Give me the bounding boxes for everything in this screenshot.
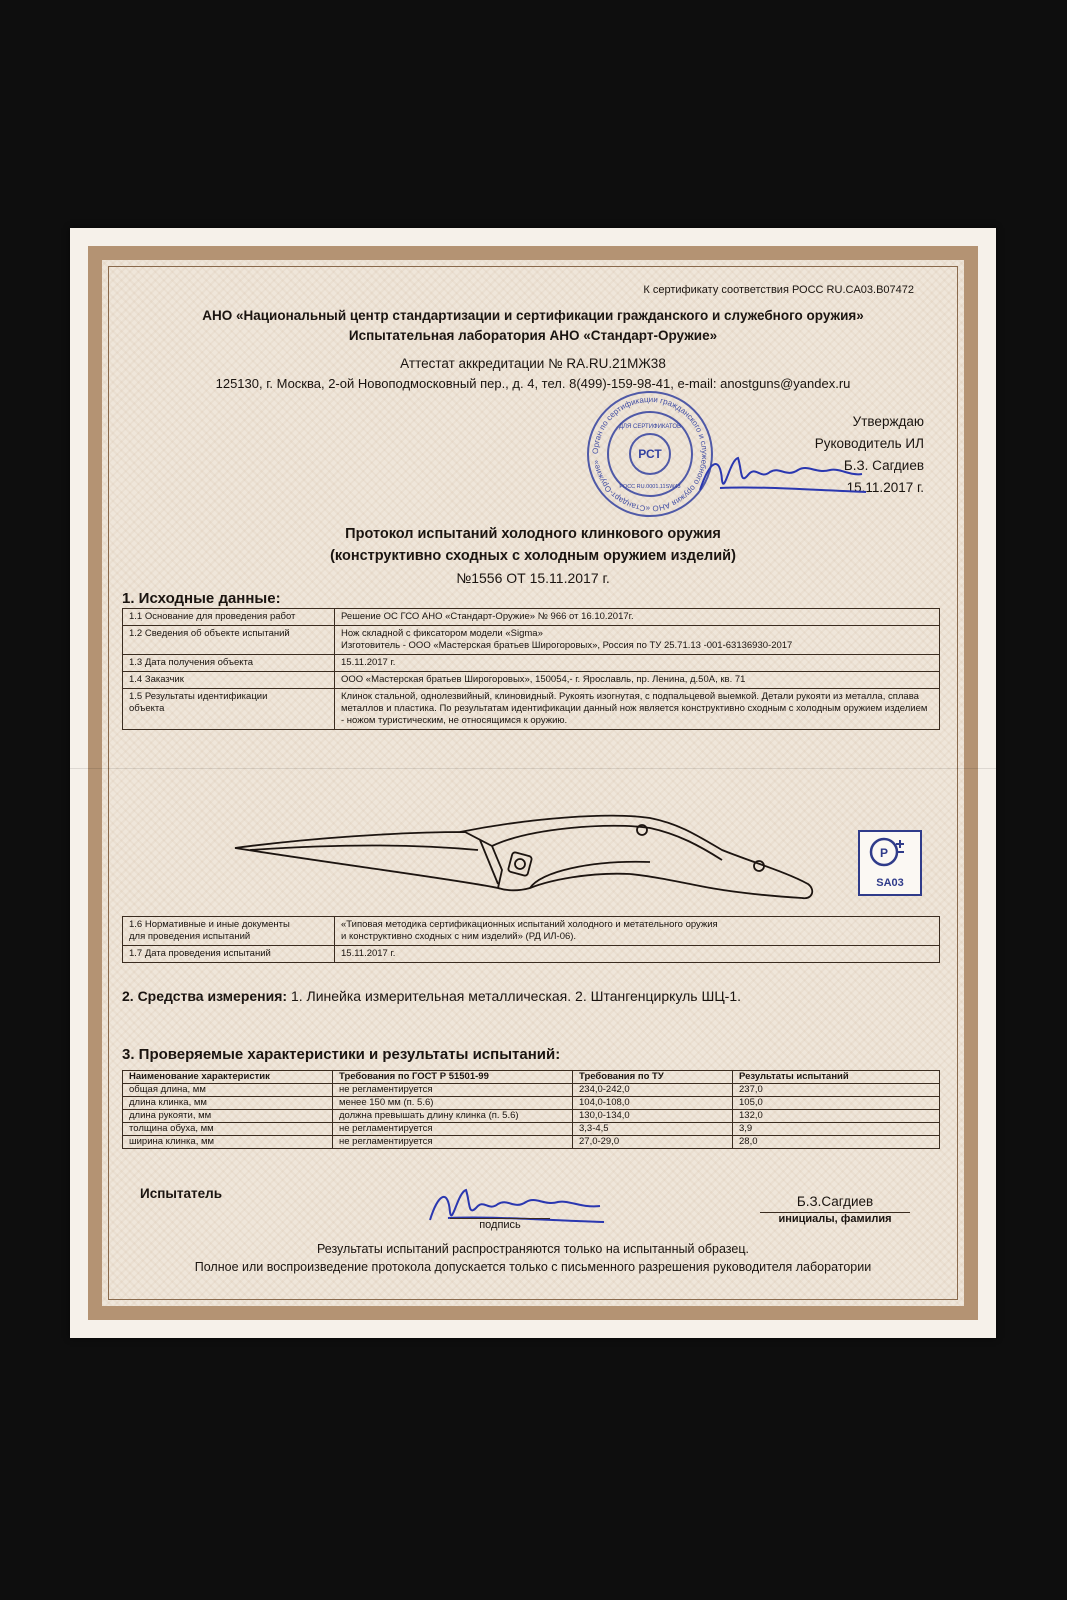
row-label: 1.3 Дата получения объекта <box>123 655 335 672</box>
approval-date: 15.11.2017 г. <box>846 480 924 495</box>
results-table <box>122 1070 940 1149</box>
table-row <box>123 689 940 730</box>
footer-note-2: Полное или воспроизведение протокола допускается только с письменного разрешения руководителя лаборатории <box>194 1260 872 1274</box>
table-row <box>123 1136 940 1149</box>
accreditation: Аттестат аккредитации № RA.RU.21МЖ38 <box>400 356 666 371</box>
table-row <box>123 609 940 626</box>
row-value: «Типовая методика сертификационных испытаний холодного и метательного оружия и конструктивно сходных с ним изделий» (РД ИЛ-06). <box>335 917 940 946</box>
row-value: 15.11.2017 г. <box>335 946 940 963</box>
table-cell: 105,0 <box>733 1097 940 1110</box>
approver-signature <box>690 440 870 510</box>
row-label: 1.7 Дата проведения испытаний <box>123 946 335 963</box>
stamp-inner-text: ДЛЯ СЕРТИФИКАТОВ <box>618 424 682 430</box>
decorative-border <box>88 246 978 1320</box>
row-label: 1.1 Основание для проведения работ <box>123 609 335 626</box>
table-row <box>123 1097 940 1110</box>
table-cell: длина рукояти, мм <box>123 1110 333 1123</box>
svg-text:Р: Р <box>879 846 889 860</box>
table-cell: толщина обуха, мм <box>123 1123 333 1136</box>
initial-data-table <box>122 608 940 730</box>
approver-name: Б.З. Сагдиев <box>843 458 924 473</box>
table-row <box>123 1110 940 1123</box>
certification-badge <box>858 830 922 896</box>
organization-name: АНО «Национальный центр стандартизации и сертификации гражданского и служебного оружия» <box>202 308 864 323</box>
column-header: Наименование характеристик <box>123 1071 333 1084</box>
stamp-outer-text: Орган по сертификации гражданского и служебного оружия АНО «Стандарт-Оружие» <box>590 394 710 514</box>
table-row <box>123 946 940 963</box>
rst-logo-icon <box>860 832 920 874</box>
table-cell: должна превышать длину клинка (п. 5.6) <box>333 1110 573 1123</box>
row-value: Решение ОС ГСО АНО «Стандарт-Оружие» № 966 от 16.10.2017г. <box>335 609 940 626</box>
table-cell: ширина клинка, мм <box>123 1136 333 1149</box>
approver-position: Руководитель ИЛ <box>814 436 924 451</box>
table-cell: менее 150 мм (п. 5.6) <box>333 1097 573 1110</box>
certificate-reference: К сертификату соответствия РОСС RU.CA03.B07472 <box>643 284 914 296</box>
row-label: 1.6 Нормативные и иные документы для проведения испытаний <box>123 917 335 946</box>
row-value: 15.11.2017 г. <box>335 655 940 672</box>
section3-heading: 3. Проверяемые характеристики и результаты испытаний: <box>122 1046 561 1063</box>
footer-note-1: Результаты испытаний распространяются только на испытанный образец. <box>317 1242 749 1256</box>
stamp-mark: РСТ <box>638 447 662 461</box>
badge-code: SA03 <box>876 877 904 889</box>
table-row <box>123 626 940 655</box>
approve-label: Утверждаю <box>852 414 924 429</box>
row-value: ООО «Мастерская братьев Широгоровых», 150054,- г. Ярославль, пр. Ленина, д.50А, кв. 71 <box>335 672 940 689</box>
table-cell: 130,0-134,0 <box>573 1110 733 1123</box>
section2-heading: 2. Средства измерения: <box>122 988 288 1004</box>
row-label: 1.4 Заказчик <box>123 672 335 689</box>
section2-text: 1. Линейка измерительная металлическая. 2. Штангенциркуль ШЦ-1. <box>290 988 742 1004</box>
table-cell: не регламентируется <box>333 1123 573 1136</box>
table-row <box>123 1084 940 1097</box>
table-cell: 28,0 <box>733 1136 940 1149</box>
table-cell: длина клинка, мм <box>123 1097 333 1110</box>
protocol-title: Протокол испытаний холодного клинкового оружия <box>345 526 721 542</box>
stamp-code: РОСС RU.0001.11SW43 <box>619 484 681 490</box>
row-value: Нож складной с фиксатором модели «Sigma» Изготовитель - ООО «Мастерская братьев Широгоровых», Россия по ТУ 25.71.13 -001-63136930-2017 <box>335 626 940 655</box>
row-label: 1.2 Сведения об объекте испытаний <box>123 626 335 655</box>
table-cell: 234,0-242,0 <box>573 1084 733 1097</box>
table-cell: 3,9 <box>733 1123 940 1136</box>
table-row <box>123 672 940 689</box>
table-cell: 27,0-29,0 <box>573 1136 733 1149</box>
table-cell: 104,0-108,0 <box>573 1097 733 1110</box>
row-value: Клинок стальной, однолезвийный, клиновидный. Рукоять изогнутая, с подпальцевой выемкой. Детали рукояти из металла, сплава металлов и пластика. По результатам идентификации данный нож является конструктивно сходным с холодным оружием изделием - ножом туристическим, не относящимся к оружию. <box>335 689 940 730</box>
table-row <box>123 917 940 946</box>
section1-heading: 1. Исходные данные: <box>122 590 281 607</box>
table-cell: не регламентируется <box>333 1084 573 1097</box>
table-cell: не регламентируется <box>333 1136 573 1149</box>
column-header: Требования по ГОСТ Р 51501-99 <box>333 1071 573 1084</box>
initials-label: инициалы, фамилия <box>760 1212 910 1225</box>
tester-name: Б.З.Сагдиев <box>796 1194 874 1209</box>
document-sheet <box>70 228 996 1338</box>
knife-illustration <box>230 810 820 920</box>
column-header: Требования по ТУ <box>573 1071 733 1084</box>
protocol-number: №1556 ОТ 15.11.2017 г. <box>456 570 610 586</box>
table-row <box>123 1123 940 1136</box>
table-cell: 132,0 <box>733 1110 940 1123</box>
laboratory-name: Испытательная лаборатория АНО «Стандарт-Оружие» <box>348 328 718 343</box>
address: 125130, г. Москва, 2-ой Новоподмосковный пер., д. 4, тел. 8(499)-159-98-41, e-mail: anostguns@yandex.ru <box>215 376 851 391</box>
normative-table <box>122 916 940 963</box>
table-cell: 237,0 <box>733 1084 940 1097</box>
fold-line <box>70 768 996 769</box>
table-cell: 3,3-4,5 <box>573 1123 733 1136</box>
table-cell: общая длина, мм <box>123 1084 333 1097</box>
table-row <box>123 655 940 672</box>
section2 <box>122 988 741 1004</box>
column-header: Результаты испытаний <box>733 1071 940 1084</box>
row-label: 1.5 Результаты идентификации объекта <box>123 689 335 730</box>
tester-label: Испытатель <box>140 1186 223 1201</box>
protocol-subtitle: (конструктивно сходных с холодным оружием изделий) <box>330 548 736 564</box>
signature-label: подпись <box>450 1218 550 1231</box>
